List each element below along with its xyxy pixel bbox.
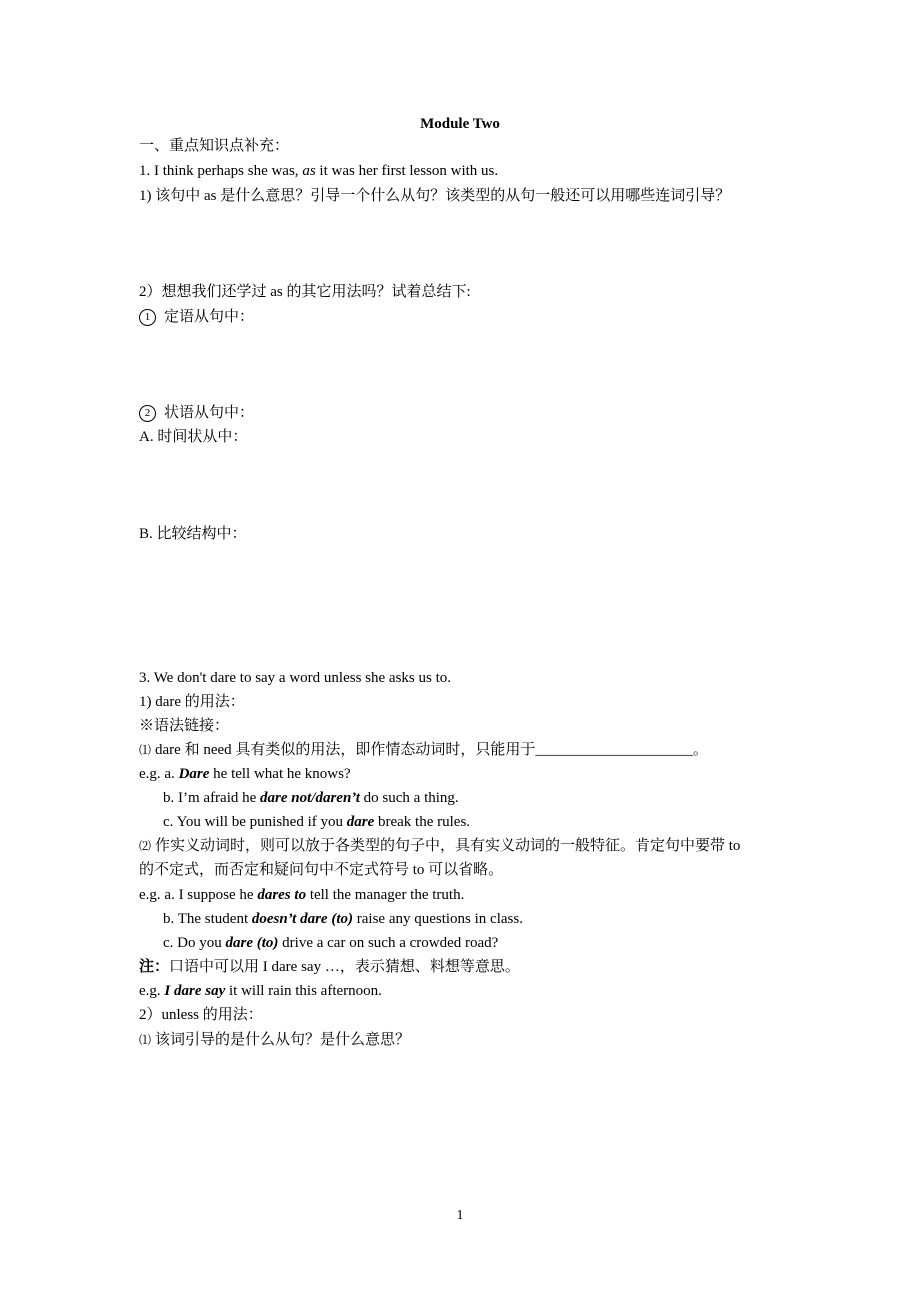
example2-b [163, 909, 523, 929]
dare-usage-heading: 1) dare 的用法： [139, 694, 245, 710]
example-keyword: doesn’t dare (to) [251, 911, 353, 927]
example-rest: break the rules. [374, 814, 471, 830]
example2-a [139, 885, 464, 905]
example-keyword: dares to [257, 887, 307, 903]
circled-item-2 [139, 403, 254, 423]
item1-question2: 2）想想我们还学过 as 的其它用法吗？试着总结下: [139, 284, 471, 300]
example-rest: it will rain this afternoon. [225, 983, 382, 999]
item1-as: as [302, 163, 316, 179]
unless-question1 [139, 1030, 410, 1050]
circled-item-1-text: 定语从句中： [164, 309, 255, 325]
sub-item-b: B. 比较结构中： [139, 526, 247, 542]
circled-number-1: 1 [139, 309, 156, 326]
example-prefix: e.g. a. I suppose he [139, 887, 258, 903]
note-label: 注： [139, 959, 170, 975]
item1-post: it was her first lesson with us. [315, 163, 499, 179]
note-text: 口语中可以用 I dare say …，表示猜想、料想等意思。 [169, 959, 520, 975]
example-keyword: Dare [178, 766, 210, 782]
example-prefix: b. I’m afraid he [163, 790, 261, 806]
circled-item-2-text: 状语从句中： [164, 405, 255, 421]
unless-q1-text: 该词引导的是什么从句？是什么意思？ [155, 1032, 411, 1048]
item1-pre: I think perhaps she was, [154, 163, 303, 179]
document-title: Module Two [420, 116, 500, 132]
item3-sentence: 3. We don't dare to say a word unless she asks us to. [139, 670, 452, 686]
example1-c [163, 812, 470, 832]
example2-c [163, 933, 498, 953]
example1-b [163, 788, 459, 808]
example-prefix: e.g. [139, 983, 165, 999]
example-rest: do such a thing. [359, 790, 459, 806]
example-keyword: dare not/daren’t [260, 790, 360, 806]
example-rest: tell the manager the truth. [306, 887, 465, 903]
unless-q1-mark: ⑴ [139, 1033, 152, 1047]
point1-text: dare 和 need 具有类似的用法，即作情态动词时，只能用于_____________________。 [155, 742, 708, 758]
example-prefix: c. You will be punished if you [163, 814, 347, 830]
circled-item-1 [139, 307, 254, 327]
point1 [139, 740, 708, 760]
example-prefix: b. The student [163, 911, 252, 927]
point1-mark: ⑴ [139, 743, 152, 757]
point2-mark: ⑵ [139, 839, 152, 853]
example-rest: raise any questions in class. [353, 911, 523, 927]
sub-item-a: A. 时间状从中： [139, 429, 248, 445]
point2-line2: 的不定式，而否定和疑问句中不定式符号 to 可以省略。 [139, 862, 504, 878]
item1-number: 1. [139, 163, 154, 179]
example1-a [139, 764, 351, 784]
example-keyword: dare (to) [225, 935, 279, 951]
point2-text: 作实义动词时，则可以放于各类型的句子中，具有实义动词的一般特征。肯定句中要带 to [155, 838, 741, 854]
point2-line1 [139, 836, 740, 856]
example-prefix: e.g. a. [139, 766, 179, 782]
example-rest: he tell what he knows? [209, 766, 351, 782]
grammar-link-heading: ※语法链接： [139, 718, 230, 734]
unless-usage-heading: 2）unless 的用法： [139, 1007, 263, 1023]
example3 [139, 981, 382, 1001]
example-keyword: I dare say [164, 983, 226, 999]
item1-sentence [139, 161, 498, 181]
page-number: 1 [456, 1208, 464, 1223]
example-keyword: dare [346, 814, 375, 830]
note [139, 957, 520, 977]
section-heading: 一、重点知识点补充： [139, 138, 290, 154]
circled-number-2: 2 [139, 405, 156, 422]
example-rest: drive a car on such a crowded road? [278, 935, 499, 951]
example-prefix: c. Do you [163, 935, 226, 951]
item1-question1: 1) 该句中 as 是什么意思？引导一个什么从句？该类型的从句一般还可以用哪些连词引导？ [139, 188, 731, 204]
